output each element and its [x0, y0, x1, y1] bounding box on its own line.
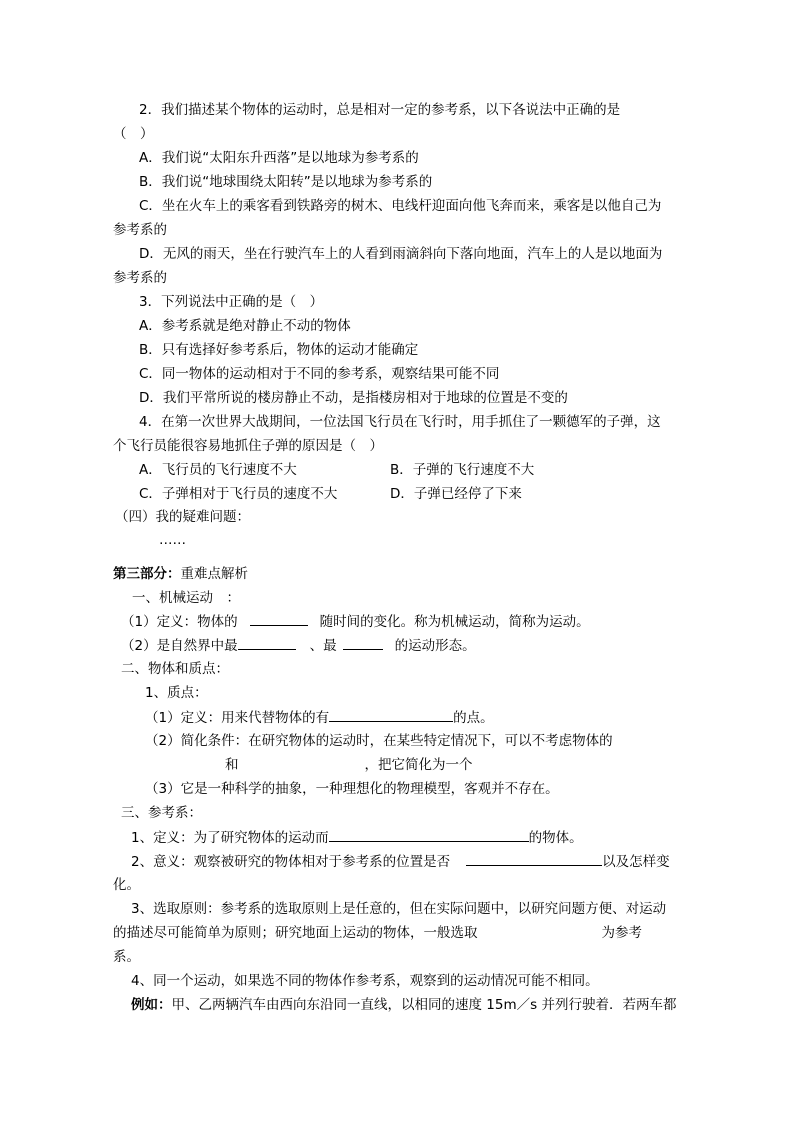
s2-condition: （2）简化条件：在研究物体的运动时，在某些特定情况下，可以不考虑物体的 [145, 733, 613, 749]
s2-title: 二、物体和质点： [121, 661, 229, 677]
q2-stem-cont: （ ） [113, 126, 154, 142]
q2-option-c-cont: 参考系的 [113, 222, 167, 238]
s3-principle-end: 系。 [113, 949, 140, 965]
s2-def-blank[interactable] [329, 705, 453, 722]
part3-heading-label: 第三部分： [113, 566, 181, 582]
s2-item3: （3）它是一种科学的抽象，一种理想化的物理模型，客观并不存在。 [145, 781, 559, 797]
s1-2-blank-1[interactable] [238, 633, 296, 650]
q2-option-c: C．坐在火车上的乘客看到铁路旁的树木、电线杆迎面向他飞奔而来，乘客是以他自己为 [139, 198, 662, 214]
s1-2-text-a: （2）是自然界中最 [121, 638, 238, 654]
q4-stem: 4．在第一次世界大战期间，一位法国飞行员在飞行时，用手抓住了一颗德军的子弹，这 [139, 414, 661, 430]
q2-option-b: B．我们说“地球围绕太阳转”是以地球为参考系的 [139, 174, 433, 190]
q4-option-d: D．子弹已经停了下来 [390, 486, 522, 502]
s2-cond-text-b: ，把它简化为一个 [364, 757, 473, 773]
s3-1-blank[interactable] [329, 825, 529, 842]
q2-option-a: A．我们说“太阳东升西落”是以地球为参考系的 [139, 150, 419, 166]
s1-def-text-b: 随时间的变化。称为机械运动，简称为运动。 [319, 614, 590, 630]
s3-1-text-b: 的物体。 [528, 830, 583, 846]
part3-heading-rest: 重难点解析 [180, 566, 248, 582]
q4-option-c: C．子弹相对于飞行员的速度不大 [139, 486, 338, 502]
s1-item2 [121, 633, 691, 658]
s1-definition [121, 609, 691, 634]
s1-def-blank[interactable] [250, 609, 308, 626]
example-text: 甲、乙两辆汽车由西向东沿同一直线，以相同的速度 15m／s 并列行驶着．若两车都 [171, 997, 677, 1013]
q4-option-a: A．飞行员的飞行速度不大 [139, 462, 297, 478]
s3-principle-cont [113, 921, 683, 945]
section4-ellipsis: …… [159, 532, 186, 548]
s3-principle: 3、选取原则：参考系的选取原则上是任意的，但在实际问题中，以研究问题方便、对运动 [131, 901, 667, 917]
q2-option-d-cont: 参考系的 [113, 270, 167, 286]
s3-2-blank[interactable] [466, 849, 602, 866]
s2-point-title: 1、质点： [145, 685, 208, 701]
s3-2-text-a: 2、意义：观察被研究的物体相对于参考系的位置是否 [131, 854, 451, 870]
s2-def-text-b: 的点。 [453, 710, 494, 726]
q3-option-d: D．我们平常所说的楼房静止不动，是指楼房相对于地球的位置是不变的 [139, 390, 568, 406]
section4-title: （四）我的疑难问题： [115, 509, 250, 525]
s1-2-text-b: 、最 [309, 638, 337, 654]
s2-def-text-a: （1）定义：用来代替物体的有 [145, 710, 330, 726]
s2-definition [145, 705, 715, 730]
s3-1-text-a: 1、定义：为了研究物体的运动而 [131, 830, 329, 846]
example-line [131, 993, 701, 1017]
s3-item4: 4、同一个运动，如果选不同的物体作参考系，观察到的运动情况可能不相同。 [131, 973, 599, 989]
s1-def-text-a: （1）定义：物体的 [121, 614, 238, 630]
s2-cond-text-a: 和 [225, 757, 239, 773]
s3-2-text-b: 以及怎样变 [602, 854, 670, 870]
s3-3-text-a: 的描述尽可能简单为原则；研究地面上运动的物体，一般选取 [113, 925, 478, 941]
s2-condition-cont [225, 753, 794, 777]
s3-title: 三、参考系： [121, 805, 202, 821]
example-label: 例如： [131, 997, 172, 1013]
s1-2-text-c: 的运动形态。 [394, 638, 476, 654]
q4-stem-cont: 个飞行员能很容易地抓住子弹的原因是（ ） [113, 438, 383, 454]
s3-3-text-b: 为参考 [601, 925, 642, 941]
q3-option-c: C．同一物体的运动相对于不同的参考系，观察结果可能不同 [139, 366, 500, 382]
q4-option-b: B．子弹的飞行速度不大 [390, 462, 535, 478]
q2-option-d: D．无风的雨天，坐在行驶汽车上的人看到雨滴斜向下落向地面，汽车上的人是以地面为 [139, 246, 663, 262]
s3-meaning-cont: 化。 [113, 877, 140, 893]
s3-definition [131, 825, 701, 850]
s3-meaning [131, 849, 701, 874]
s1-title: 一、机械运动 ： [132, 590, 240, 606]
part3-heading [113, 562, 683, 586]
q3-option-a: A．参考系就是绝对静止不动的物体 [139, 318, 351, 334]
q3-stem: 3．下列说法中正确的是（ ） [139, 294, 324, 310]
s1-2-blank-2[interactable] [343, 633, 383, 650]
q2-stem: 2．我们描述某个物体的运动时，总是相对一定的参考系，以下各说法中正确的是 [139, 102, 621, 118]
q3-option-b: B．只有选择好参考系后，物体的运动才能确定 [139, 342, 419, 358]
